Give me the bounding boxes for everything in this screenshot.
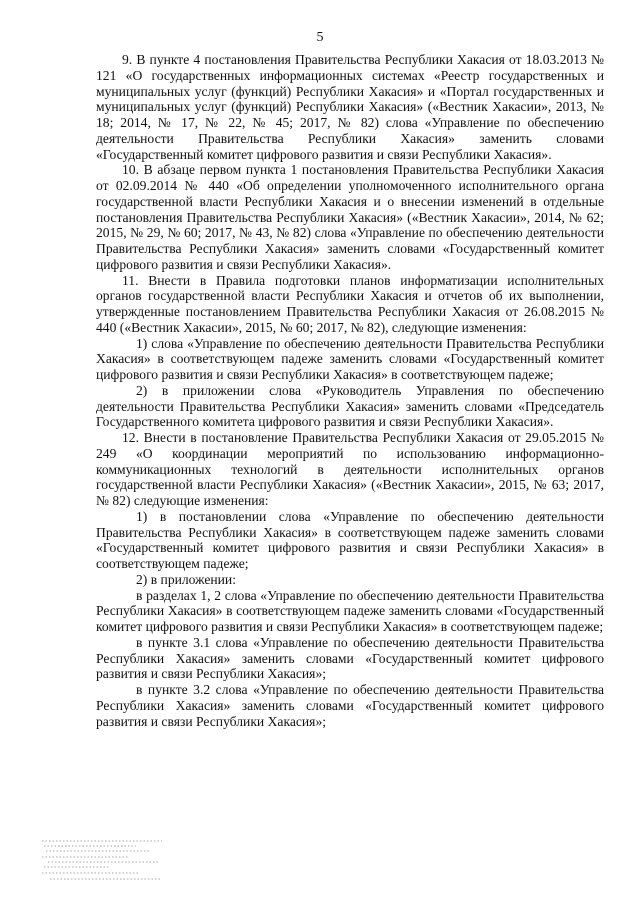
paragraph-subitem-11-1: 1) слова «Управление по обеспечению деятельности Правительства Республики Хакасия» в соответствующем падеже заменить словами «Государственный комитет цифрового развития и связи Республики Хакасия» в соответствующем падеже; (96, 335, 604, 382)
page-number: 5 (316, 30, 324, 45)
document-body (96, 52, 604, 729)
paragraph-item-11: 11. Внести в Правила подготовки планов информатизации исполнительных органов государственной власти Республики Хакасия и отчетов об их выполнении, утвержденные постановлением Правительства Республики Хакасия от 26.08.2015 № 440 («Вестник Хакасии», 2015, № 60; 2017, № 82), следующие изменения: (96, 272, 604, 335)
paragraph-item-12: 12. Внести в постановление Правительства Республики Хакасия от 29.05.2015 № 249 «О координации мероприятий по использованию информационно-коммуникационных технологий в деятельности исполнительных органов государственной власти Республики Хакасия» («Вестник Хакасии», 2015, № 63; 2017, № 82) следующие изменения: (96, 430, 604, 508)
paragraph-point-3-2: в пункте 3.2 слова «Управление по обеспечению деятельности Правительства Республики Хакасия» заменить словами «Государственный комитет цифрового развития и связи Республики Хакасия»; (96, 682, 604, 729)
registration-stamp-icon (40, 838, 164, 884)
paragraph-subitem-12-1: 1) в постановлении слова «Управление по обеспечению деятельности Правительства Республики Хакасия» в соответствующем падеже заменить словами «Государственный комитет цифрового развития и связи Республики Хакасия» в соответствующем падеже; (96, 508, 604, 571)
paragraph-point-3-1: в пункте 3.1 слова «Управление по обеспечению деятельности Правительства Республики Хакасия» заменить словами «Государственный комитет цифрового развития и связи Республики Хакасия»; (96, 634, 604, 682)
paragraph-subitem-12-2: 2) в приложении: (136, 571, 236, 587)
paragraph-subitem-11-2: 2) в приложении слова «Руководитель Управления по обеспечению деятельности Правительства Республики Хакасия» заменить словами «Председатель Государственного комитета цифрового развития и связи Республики Хакасия». (96, 382, 604, 430)
paragraph-sections-1-2: в разделах 1, 2 слова «Управление по обеспечению деятельности Правительства Республики Хакасия» в соответствующем падеже заменить словами «Государственный комитет цифрового развития и связи Республики Хакасия» в соответствующем падеже; (96, 587, 604, 634)
paragraph-item-10: 10. В абзаце первом пункта 1 постановления Правительства Республики Хакасия от 02.09.2014 № 440 «Об определении уполномоченного исполнительного органа государственной власти Республики Хакасия и о внесении изменений в отдельные постановления Правительства Республики Хакасия» («Вестник Хакасии», 2014, № 62; 2015, № 29, № 60; 2017, № 43, № 82) слова «Управление по обеспечению деятельности Правительства Республики Хакасия» заменить словами «Государственный комитет цифрового развития и связи Республики Хакасия». (96, 162, 604, 272)
paragraph-item-9: 9. В пункте 4 постановления Правительства Республики Хакасия от 18.03.2013 № 121 «О государственных информационных системах «Реестр государственных и муниципальных услуг (функций) Республики Хакасия» и «Портал государственных и муниципальных услуг (функций) Республики Хакасия» («Вестник Хакасии», 2013, № 18; 2014, № 17, № 22, № 45; 2017, № 82) слова «Управление по обеспечению деятельности Правительства Республики Хакасия» заменить словами «Государственный комитет цифрового развития и связи Республики Хакасия». (96, 52, 604, 162)
